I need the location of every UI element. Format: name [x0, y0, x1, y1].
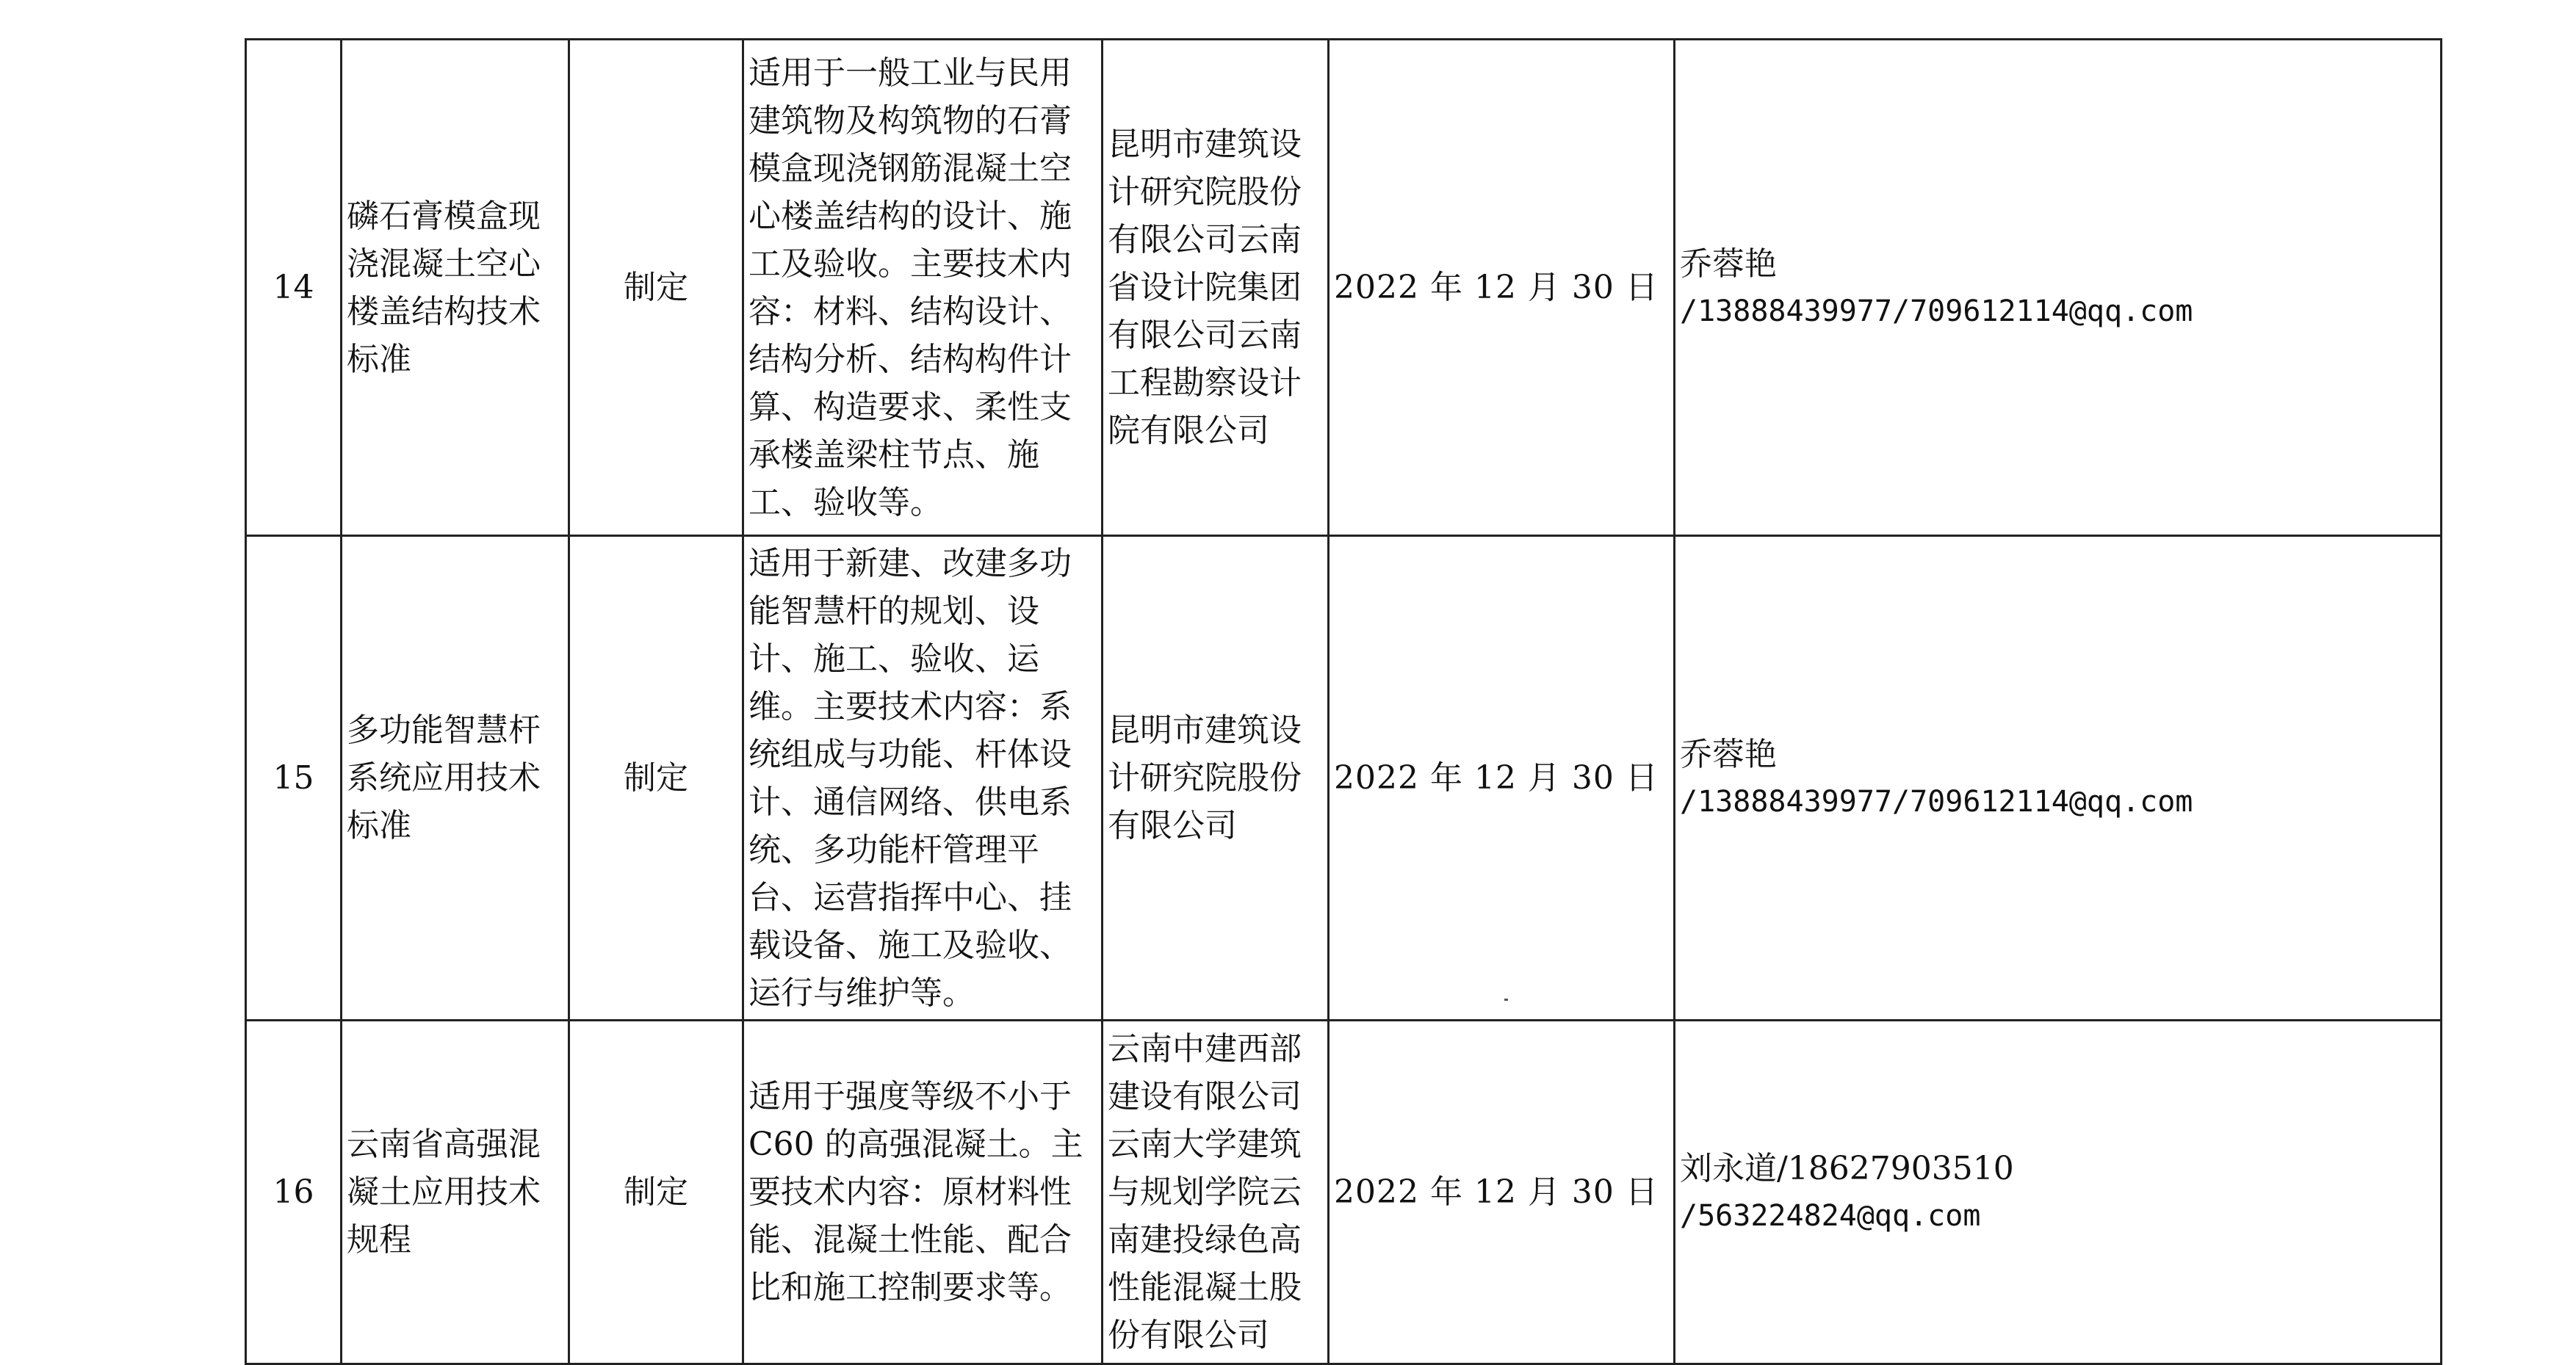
standard-name: 磷石膏模盒现浇混凝土空心楼盖结构技术标准	[342, 40, 569, 536]
completion-date: 2022 年 12 月 30 日	[1329, 536, 1675, 1021]
contact-name: 刘永道/18627903510	[1680, 1149, 2014, 1187]
scope-and-content: 适用于新建、改建多功能智慧杆的规划、设计、施工、验收、运维。主要技术内容：系统组成与功能、杆体设计、通信网络、供电系统、多功能杆管理平台、运营指挥中心、挂载设备、施工及验收、运行与维护等。	[743, 536, 1103, 1021]
completion-date: 2022 年 12 月 30 日	[1329, 40, 1675, 536]
contact-phone-email: /563224824@qq.com	[1680, 1198, 1981, 1233]
lead-organization: 昆明市建筑设计研究院股份有限公司云南省设计院集团有限公司云南工程勘察设计院有限公司	[1103, 40, 1329, 536]
row-number: 16	[246, 1021, 342, 1364]
table-row	[246, 1021, 2442, 1364]
contact-name: 乔蓉艳	[1680, 245, 1777, 283]
contact-info	[1675, 40, 2442, 536]
contact-phone-email: /13888439977/709612114@qq.com	[1680, 784, 2193, 819]
standard-name: 多功能智慧杆系统应用技术标准	[342, 536, 569, 1021]
contact-phone-email: /13888439977/709612114@qq.com	[1680, 294, 2193, 328]
lead-organization: 云南中建西部建设有限公司云南大学建筑与规划学院云南建投绿色高性能混凝土股份有限公司	[1103, 1021, 1329, 1364]
contact-info	[1675, 536, 2442, 1021]
project-type: 制定	[569, 40, 743, 536]
contact-name: 乔蓉艳	[1680, 735, 1777, 773]
table-row	[246, 536, 2442, 1021]
scope-and-content: 适用于强度等级不小于 C60 的高强混凝土。主要技术内容：原材料性能、混凝土性能、配合比和施工控制要求等。	[743, 1021, 1103, 1364]
contact-info	[1675, 1021, 2442, 1364]
row-number: 14	[246, 40, 342, 536]
table-row	[246, 40, 2442, 536]
completion-date: 2022 年 12 月 30 日	[1329, 1021, 1675, 1364]
lead-organization: 昆明市建筑设计研究院股份有限公司	[1103, 536, 1329, 1021]
standard-name: 云南省高强混凝土应用技术规程	[342, 1021, 569, 1364]
scan-speck	[1504, 999, 1508, 1001]
project-type: 制定	[569, 536, 743, 1021]
standards-table	[245, 38, 2442, 1365]
scope-and-content: 适用于一般工业与民用建筑物及构筑物的石膏模盒现浇钢筋混凝土空心楼盖结构的设计、施工及验收。主要技术内容：材料、结构设计、结构分析、结构构件计算、构造要求、柔性支承楼盖梁柱节点、施工、验收等。	[743, 40, 1103, 536]
project-type: 制定	[569, 1021, 743, 1364]
row-number: 15	[246, 536, 342, 1021]
